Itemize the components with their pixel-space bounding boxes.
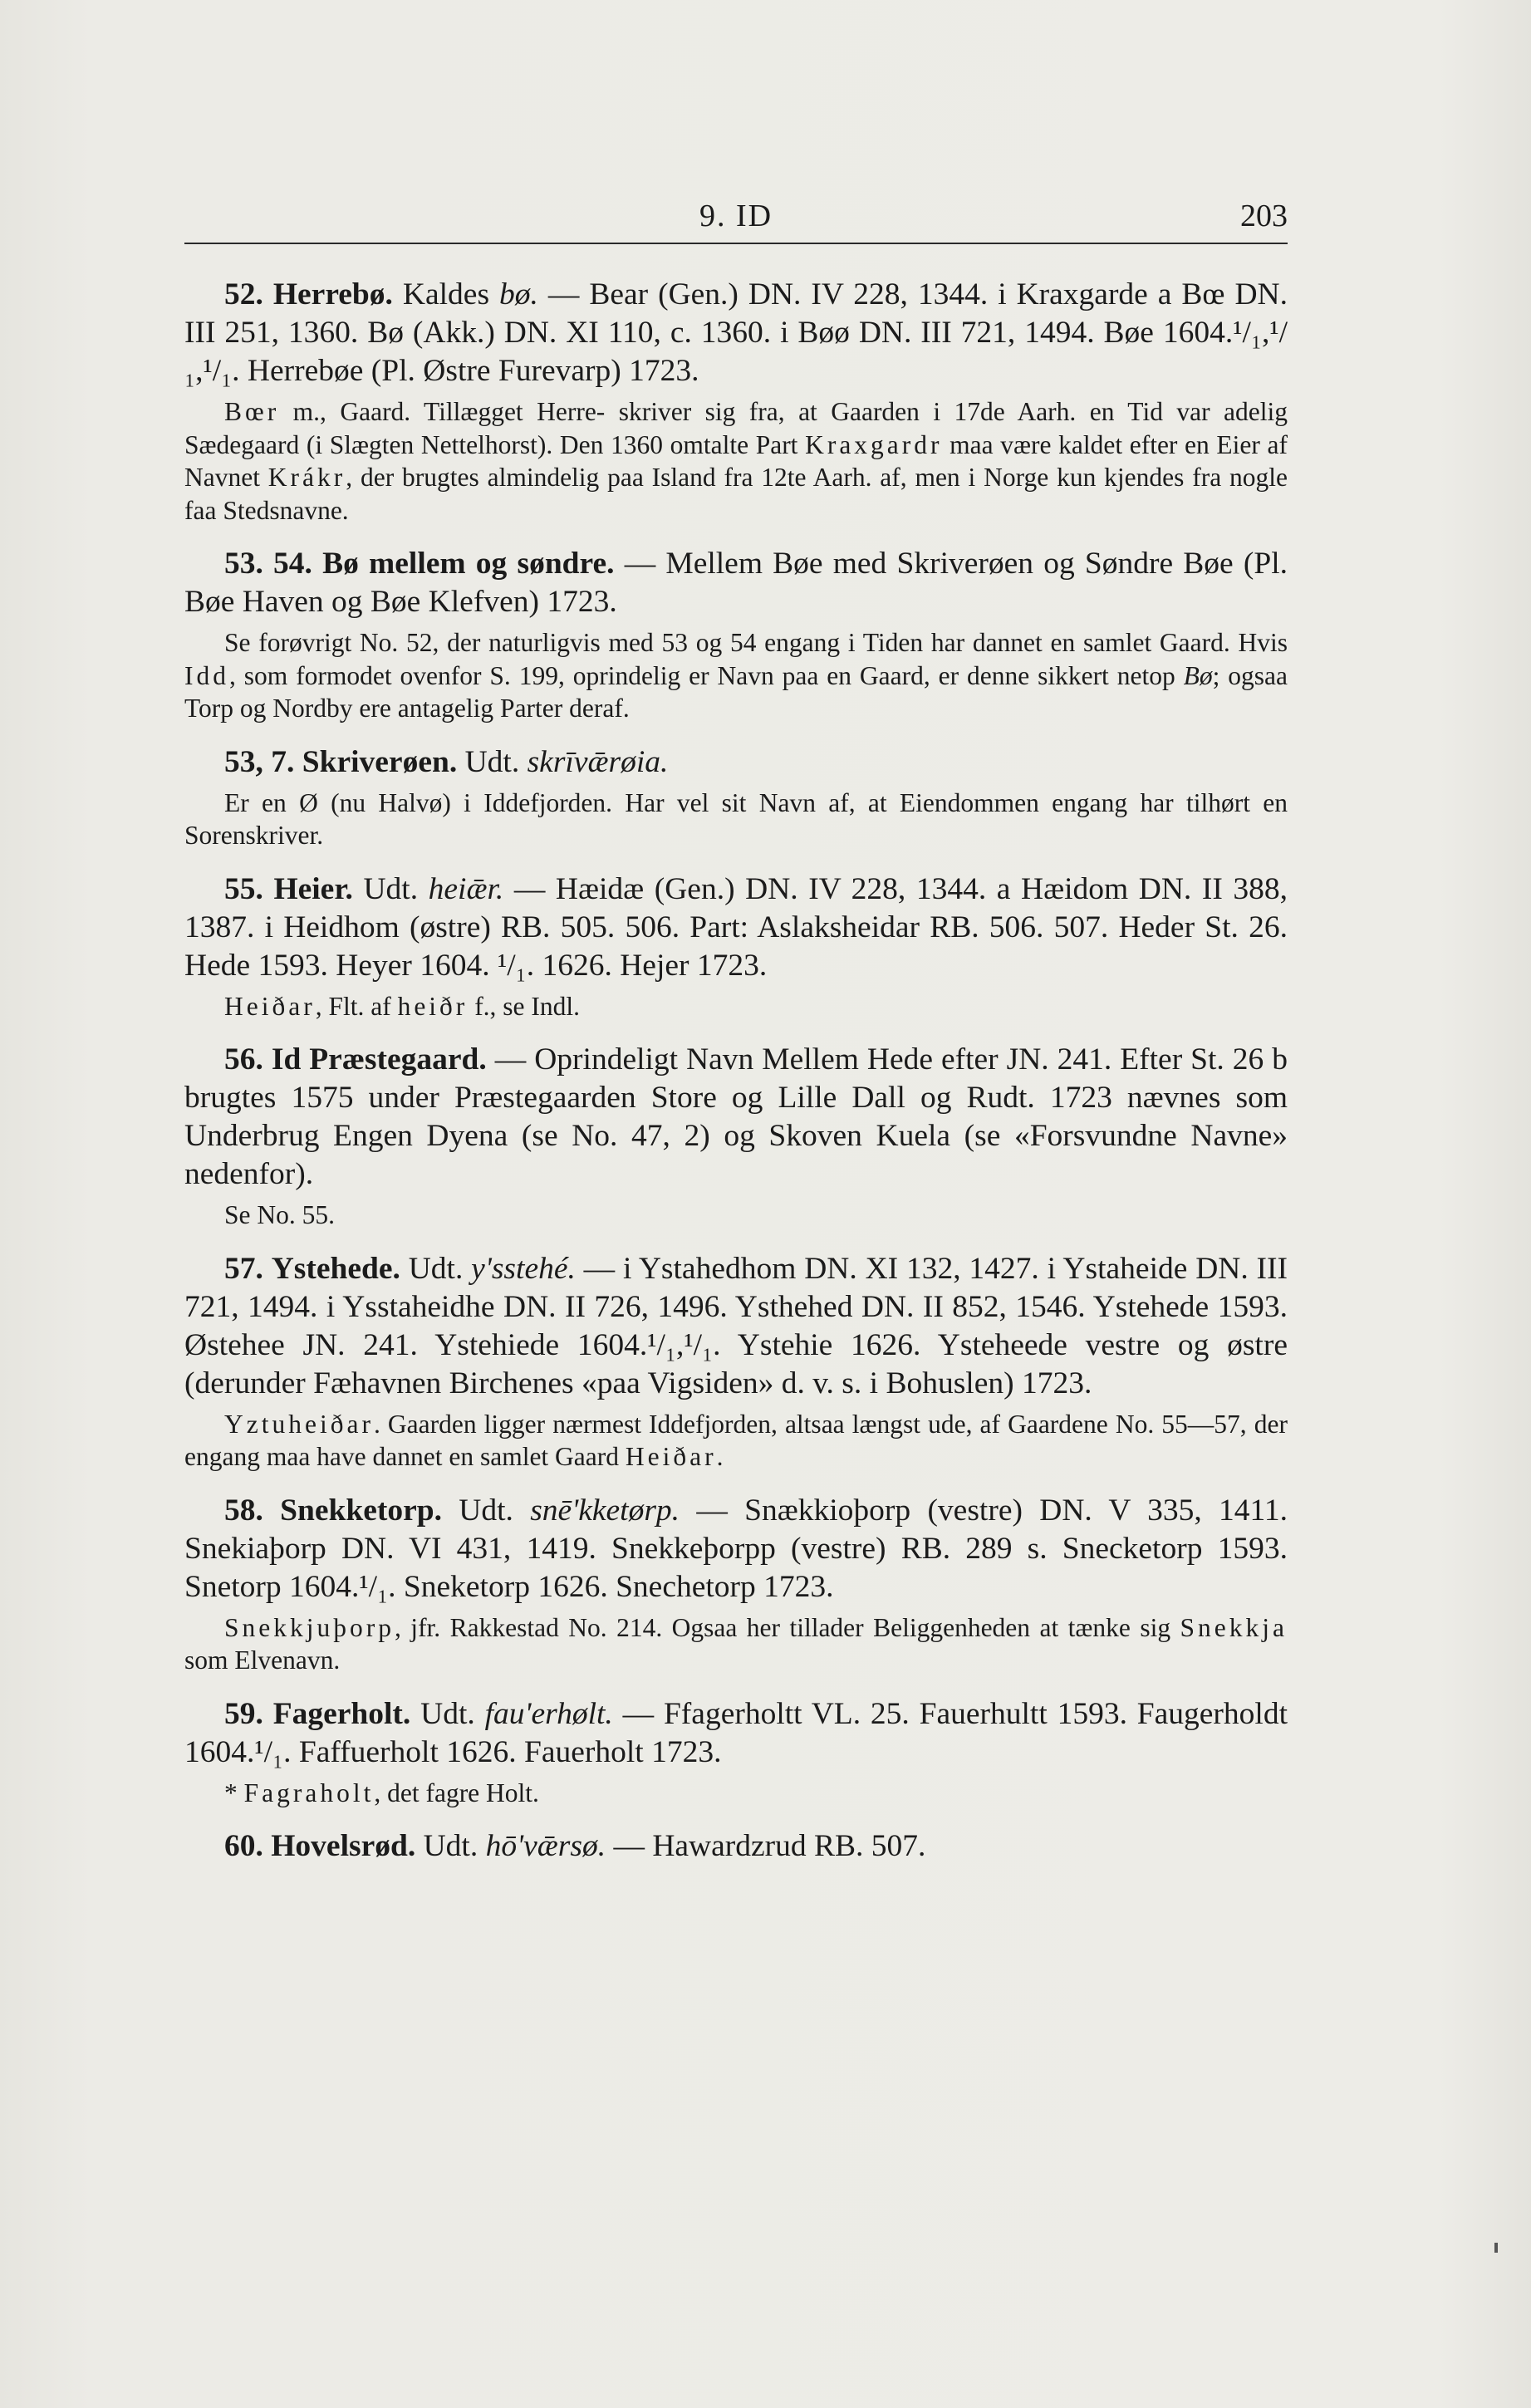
pronunciation: hō'vǣrsø. (485, 1829, 606, 1863)
entry-text-segment: Udt. (464, 744, 528, 779)
spaced-name: Heiðar (625, 1442, 717, 1471)
entry-number: 59. (224, 1696, 263, 1731)
entry-gap (184, 725, 1288, 743)
entry-text (184, 1492, 1288, 1606)
entry-gap (184, 1677, 1288, 1695)
entry (184, 1809, 1288, 1866)
note-text-segment: Se forøvrigt No. 52, der naturligvis med 53 og 54 engang i Tiden har dannet en samlet Gaard. Hvis (224, 628, 1288, 657)
italic-word: Bø (1183, 660, 1213, 690)
note-text-segment: f., se Indl. (468, 991, 581, 1021)
entry-headword: Skriverøen. (302, 744, 458, 779)
spaced-name: Idd (184, 660, 229, 690)
entry-number: 53, 7. (224, 744, 295, 779)
entry-text (184, 276, 1288, 390)
note-text-segment: . (716, 1442, 724, 1471)
etymology-note (184, 990, 1288, 1023)
entry-headword: Id Præstegaard. (271, 1042, 487, 1076)
entry-headword: Snekketorp. (280, 1493, 442, 1528)
entry (184, 852, 1288, 1023)
entry-text-segment: — Hawardzrud RB. 507. (606, 1829, 926, 1863)
note-text-segment: ; ogsaa Torp og Nordby ere antagelig Parter deraf. (184, 660, 1288, 723)
entry-text-segment: Udt. (420, 1696, 485, 1731)
spaced-name: Krákr (267, 463, 346, 492)
spaced-name: Bœr (224, 397, 280, 426)
etymology-note (184, 787, 1288, 852)
entry-text (184, 545, 1288, 621)
entry (184, 276, 1288, 527)
entry-number: 60. (224, 1829, 263, 1863)
note-text-segment: , jfr. Rakkestad No. 214. Ogsaa her tillader Beliggenheden at tænke sig (395, 1612, 1180, 1642)
note-text-segment: m., Gaard. Tillægget Herre- skriver sig fra, at Gaarden i 17de Aarh. en Tid var adelig Sædegaard (i Slægten Nettelhorst). Den 1360 omtalte Part (184, 397, 1288, 459)
spaced-name: Heiðar (224, 991, 316, 1021)
etymology-note (184, 1199, 1288, 1232)
note-text-segment: , som formodet ovenfor S. 199, oprindelig er Navn paa en Gaard, er denne sikkert netop (229, 660, 1184, 690)
entry-text (184, 1041, 1288, 1194)
entry-text (184, 743, 1288, 782)
entry-number: 55. (224, 871, 263, 906)
entry-text (184, 871, 1288, 985)
etymology-note (184, 1777, 1288, 1810)
spaced-name: Fagraholt (243, 1778, 375, 1807)
entry-headword: Hovelsrød. (271, 1829, 416, 1863)
entry-text-segment: — Hæidæ (Gen.) DN. IV 228, 1344. a Hæidom DN. II 388, 1387. i Heidhom (østre) RB. 505. 506. Part: Aslaksheidar RB. 506. 507. Heder St. 26. Hede 1593. Heyer 1604. ¹/₁. 1626. Hejer 1723. (184, 871, 1288, 983)
pronunciation: snē'kketørp. (530, 1493, 680, 1528)
entry (184, 1677, 1288, 1810)
entry-text (184, 1250, 1288, 1403)
entry-text-segment: Kaldes (402, 277, 500, 311)
note-text-segment: Se No. 55. (224, 1200, 335, 1229)
spaced-name: Yztuheiðar (224, 1409, 374, 1439)
spaced-name: Snekkja (1180, 1612, 1288, 1642)
pronunciation: bø. (499, 277, 538, 311)
note-text-segment: , det fagre Holt. (374, 1778, 539, 1807)
entry-text-segment: — Snækkioþorp (vestre) DN. V 335, 1411. Snekiaþorp DN. VI 431, 1419. Snekkeþorpp (vestre) RB. 289 s. Snecketorp 1593. Snetorp 1604.¹/₁. Sneketorp 1626. Snechetorp 1723. (184, 1493, 1288, 1604)
spaced-name: Kraxgardr (805, 429, 943, 459)
entry-text-segment: Udt. (423, 1829, 486, 1863)
page-header (184, 198, 1288, 244)
entry-gap (184, 852, 1288, 871)
entry-number: 57. (224, 1251, 263, 1286)
entry-gap (184, 1023, 1288, 1041)
entry (184, 1023, 1288, 1232)
entry-text (184, 1695, 1288, 1772)
page-number: 203 (1240, 199, 1288, 233)
entry-number: 58. (224, 1493, 263, 1528)
entry (184, 725, 1288, 852)
spaced-name: heiðr (397, 991, 469, 1021)
entry-text-segment: — Bear (Gen.) DN. IV 228, 1344. i Kraxgarde a Bœ DN. III 251, 1360. Bø (Akk.) DN. XI 110, c. 1360. i Bøø DN. III 721, 1494. Bøe 1604.¹/₁,¹/₁,¹/₁. Herrebøe (Pl. Østre Furevarp) 1723. (184, 277, 1288, 388)
page-body (184, 276, 1288, 1866)
entry-number: 53. 54. (224, 547, 312, 581)
entry (184, 1232, 1288, 1474)
entry-text (184, 1827, 1288, 1866)
entry-text-segment: — Mellem Bøe med Skriverøen og Søndre Bøe (Pl. Bøe Haven og Bøe Klefven) 1723. (184, 547, 1288, 619)
etymology-note (184, 626, 1288, 725)
pronunciation: fau'erhølt. (484, 1696, 613, 1731)
entry-text-segment: — Ffagerholtt VL. 25. Fauerhultt 1593. Faugerholdt 1604.¹/₁. Faffuerholt 1626. Fauerholt 1723. (184, 1696, 1288, 1769)
entry-text-segment: Udt. (408, 1251, 472, 1286)
entry-headword: Herrebø. (272, 277, 393, 311)
entry-text-segment: — Oprindeligt Navn Mellem Hede efter JN. 241. Efter St. 26 b brugtes 1575 under Præstegaarden Store og Lille Dall og Rudt. 1723 nævnes som Underbrug Engen Dyena (se No. 47, 2) og Skoven Kuela (se «Forsvundne Navne» nedenfor). (184, 1042, 1288, 1191)
note-text-segment: . Gaarden ligger nærmest Iddefjorden, altsaa længst ude, af Gaardene No. 55—57, der engang maa have dannet en samlet Gaard (184, 1409, 1288, 1471)
entry-text-segment: Udt. (363, 871, 429, 906)
spaced-name: Snekkjuþorp (224, 1612, 395, 1642)
etymology-note (184, 395, 1288, 527)
scan-speck (1494, 2243, 1498, 2253)
entry-text-segment: Udt. (459, 1493, 531, 1528)
entry-gap (184, 1474, 1288, 1492)
note-text-segment: * (224, 1778, 244, 1807)
entry (184, 527, 1288, 725)
entry-number: 56. (224, 1042, 263, 1076)
entry-headword: Ystehede. (271, 1251, 400, 1286)
etymology-note (184, 1611, 1288, 1677)
etymology-note (184, 1408, 1288, 1474)
note-text-segment: maa være kaldet efter en Eier af Navnet (184, 429, 1288, 492)
entry-headword: Heier. (273, 871, 353, 906)
note-text-segment: , Flt. af (315, 991, 398, 1021)
entry-headword: Bø mellem og søndre. (322, 547, 615, 581)
entry-text-segment: — i Ystahedhom DN. XI 132, 1427. i Ystaheide DN. III 721, 1494. i Ysstaheidhe DN. II 726, 1496. Ysthehed DN. II 852, 1546. Ystehede 1593. Østehee JN. 241. Ystehiede 1604.¹/₁,¹/₁. Ystehie 1626. Ysteheede vestre og østre (derunder Fæhavnen Birchenes «paa Vigsiden» d. v. s. i Bohuslen) 1723. (184, 1251, 1288, 1400)
note-text-segment: Er en Ø (nu Halvø) i Iddefjorden. Har vel sit Navn af, at Eiendommen engang har tilhørt en Sorenskriver. (184, 787, 1288, 850)
pronunciation: heiǣr. (428, 871, 504, 906)
note-text-segment: som Elvenavn. (184, 1645, 341, 1675)
entry-gap (184, 527, 1288, 545)
entry-gap (184, 1232, 1288, 1250)
entry-headword: Fagerholt. (272, 1696, 411, 1731)
pronunciation: skrīvǣrøia. (527, 744, 669, 779)
note-text-segment: , der brugtes almindelig paa Island fra 12te Aarh. af, men i Norge kun kjendes fra nogle faa Stedsnavne. (184, 463, 1288, 525)
pronunciation: y'sstehé. (471, 1251, 576, 1286)
running-title: 9. ID (699, 199, 773, 233)
entry (184, 1474, 1288, 1677)
entry-gap (184, 1809, 1288, 1827)
entry-number: 52. (224, 277, 263, 311)
